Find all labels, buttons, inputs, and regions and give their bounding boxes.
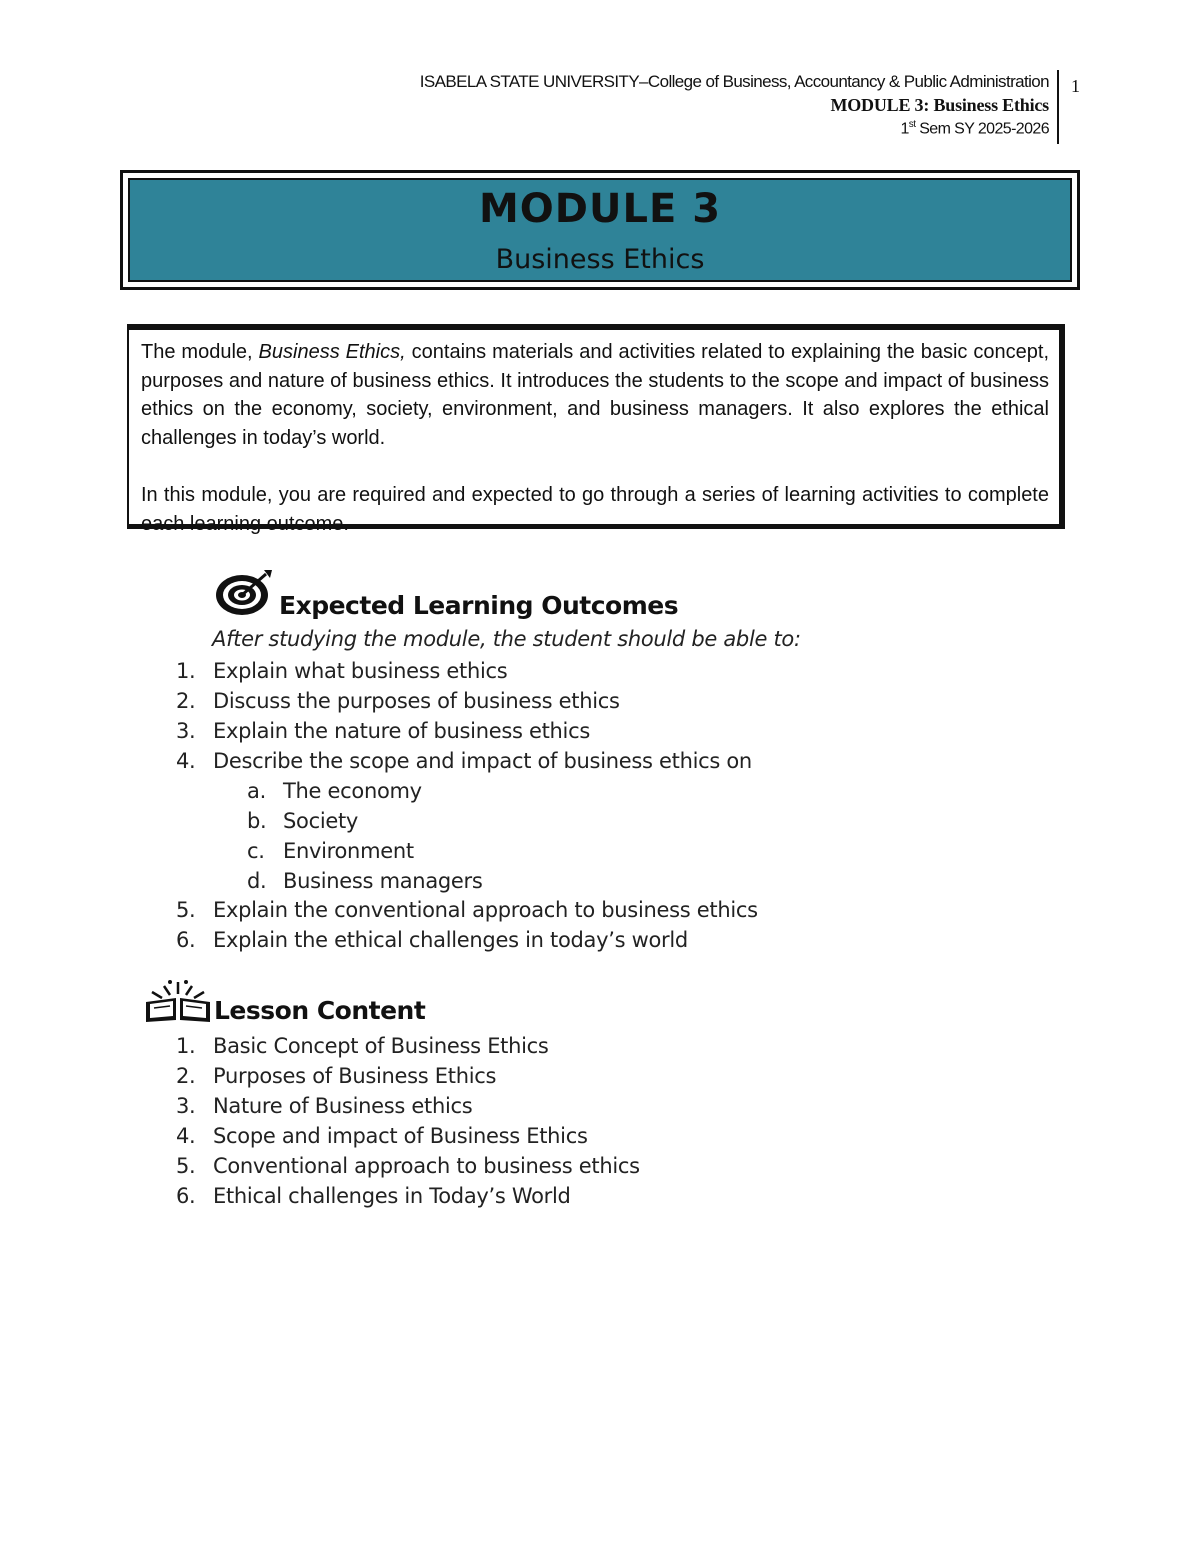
sub-list-item: c. Environment bbox=[247, 839, 414, 863]
sub-list-item: b. Society bbox=[247, 809, 359, 833]
intro-paragraph-1: The module, Business Ethics, contains materials and activities related to explaining the basic concept, purposes and nature of business ethics. It introduces the students to the scope and impact of business ethics on the economy, society, environment, and business managers. It also explores the ethical challenges in today’s world. bbox=[141, 341, 1049, 449]
header-module: MODULE 3: Business Ethics bbox=[830, 95, 1049, 115]
target-icon bbox=[214, 568, 274, 616]
list-item: 6. Explain the ethical challenges in today’s world bbox=[176, 928, 688, 952]
intro-paragraph-2: In this module, you are required and expected to go through a series of learning activities to complete each learning outcome. bbox=[141, 484, 1049, 535]
list-item: 3. Explain the nature of business ethics bbox=[176, 719, 590, 743]
open-book-icon bbox=[142, 978, 214, 1024]
outcomes-sublist bbox=[176, 776, 876, 896]
header-semester: 1st Sem SY 2025-2026 bbox=[900, 119, 1049, 138]
list-item: 2. Discuss the purposes of business ethics bbox=[176, 689, 620, 713]
list-item: 1. Explain what business ethics bbox=[176, 659, 508, 683]
list-item: 3. Nature of Business ethics bbox=[176, 1094, 473, 1118]
page-number: 1 bbox=[1071, 76, 1080, 96]
list-item: 6. Ethical challenges in Today’s World bbox=[176, 1184, 571, 1208]
lesson-list bbox=[176, 1031, 876, 1211]
module-title: MODULE 3 bbox=[478, 186, 722, 232]
outcomes-lead: After studying the module, the student should be able to: bbox=[212, 627, 801, 651]
header-institution: ISABELA STATE UNIVERSITY–College of Business, Accountancy & Public Administration bbox=[419, 72, 1049, 91]
list-item: 5. Conventional approach to business ethics bbox=[176, 1154, 640, 1178]
list-item: 4. Describe the scope and impact of business ethics on bbox=[176, 749, 752, 773]
lesson-heading: Lesson Content bbox=[214, 996, 426, 1025]
module-subtitle: Business Ethics bbox=[495, 244, 705, 275]
outcomes-list-continued bbox=[176, 895, 876, 955]
list-item: 5. Explain the conventional approach to business ethics bbox=[176, 898, 758, 922]
list-item: 4. Scope and impact of Business Ethics bbox=[176, 1124, 588, 1148]
banner-fill bbox=[128, 178, 1072, 282]
sub-list-item: d. Business managers bbox=[247, 869, 483, 893]
list-item: 1. Basic Concept of Business Ethics bbox=[176, 1034, 549, 1058]
list-item: 2. Purposes of Business Ethics bbox=[176, 1064, 497, 1088]
module-title-banner bbox=[120, 170, 1080, 290]
outcomes-list bbox=[176, 656, 876, 776]
module-intro-box bbox=[127, 324, 1065, 535]
sub-list-item: a. The economy bbox=[247, 779, 422, 803]
outcomes-heading: Expected Learning Outcomes bbox=[279, 591, 679, 620]
header-divider bbox=[1057, 70, 1059, 144]
